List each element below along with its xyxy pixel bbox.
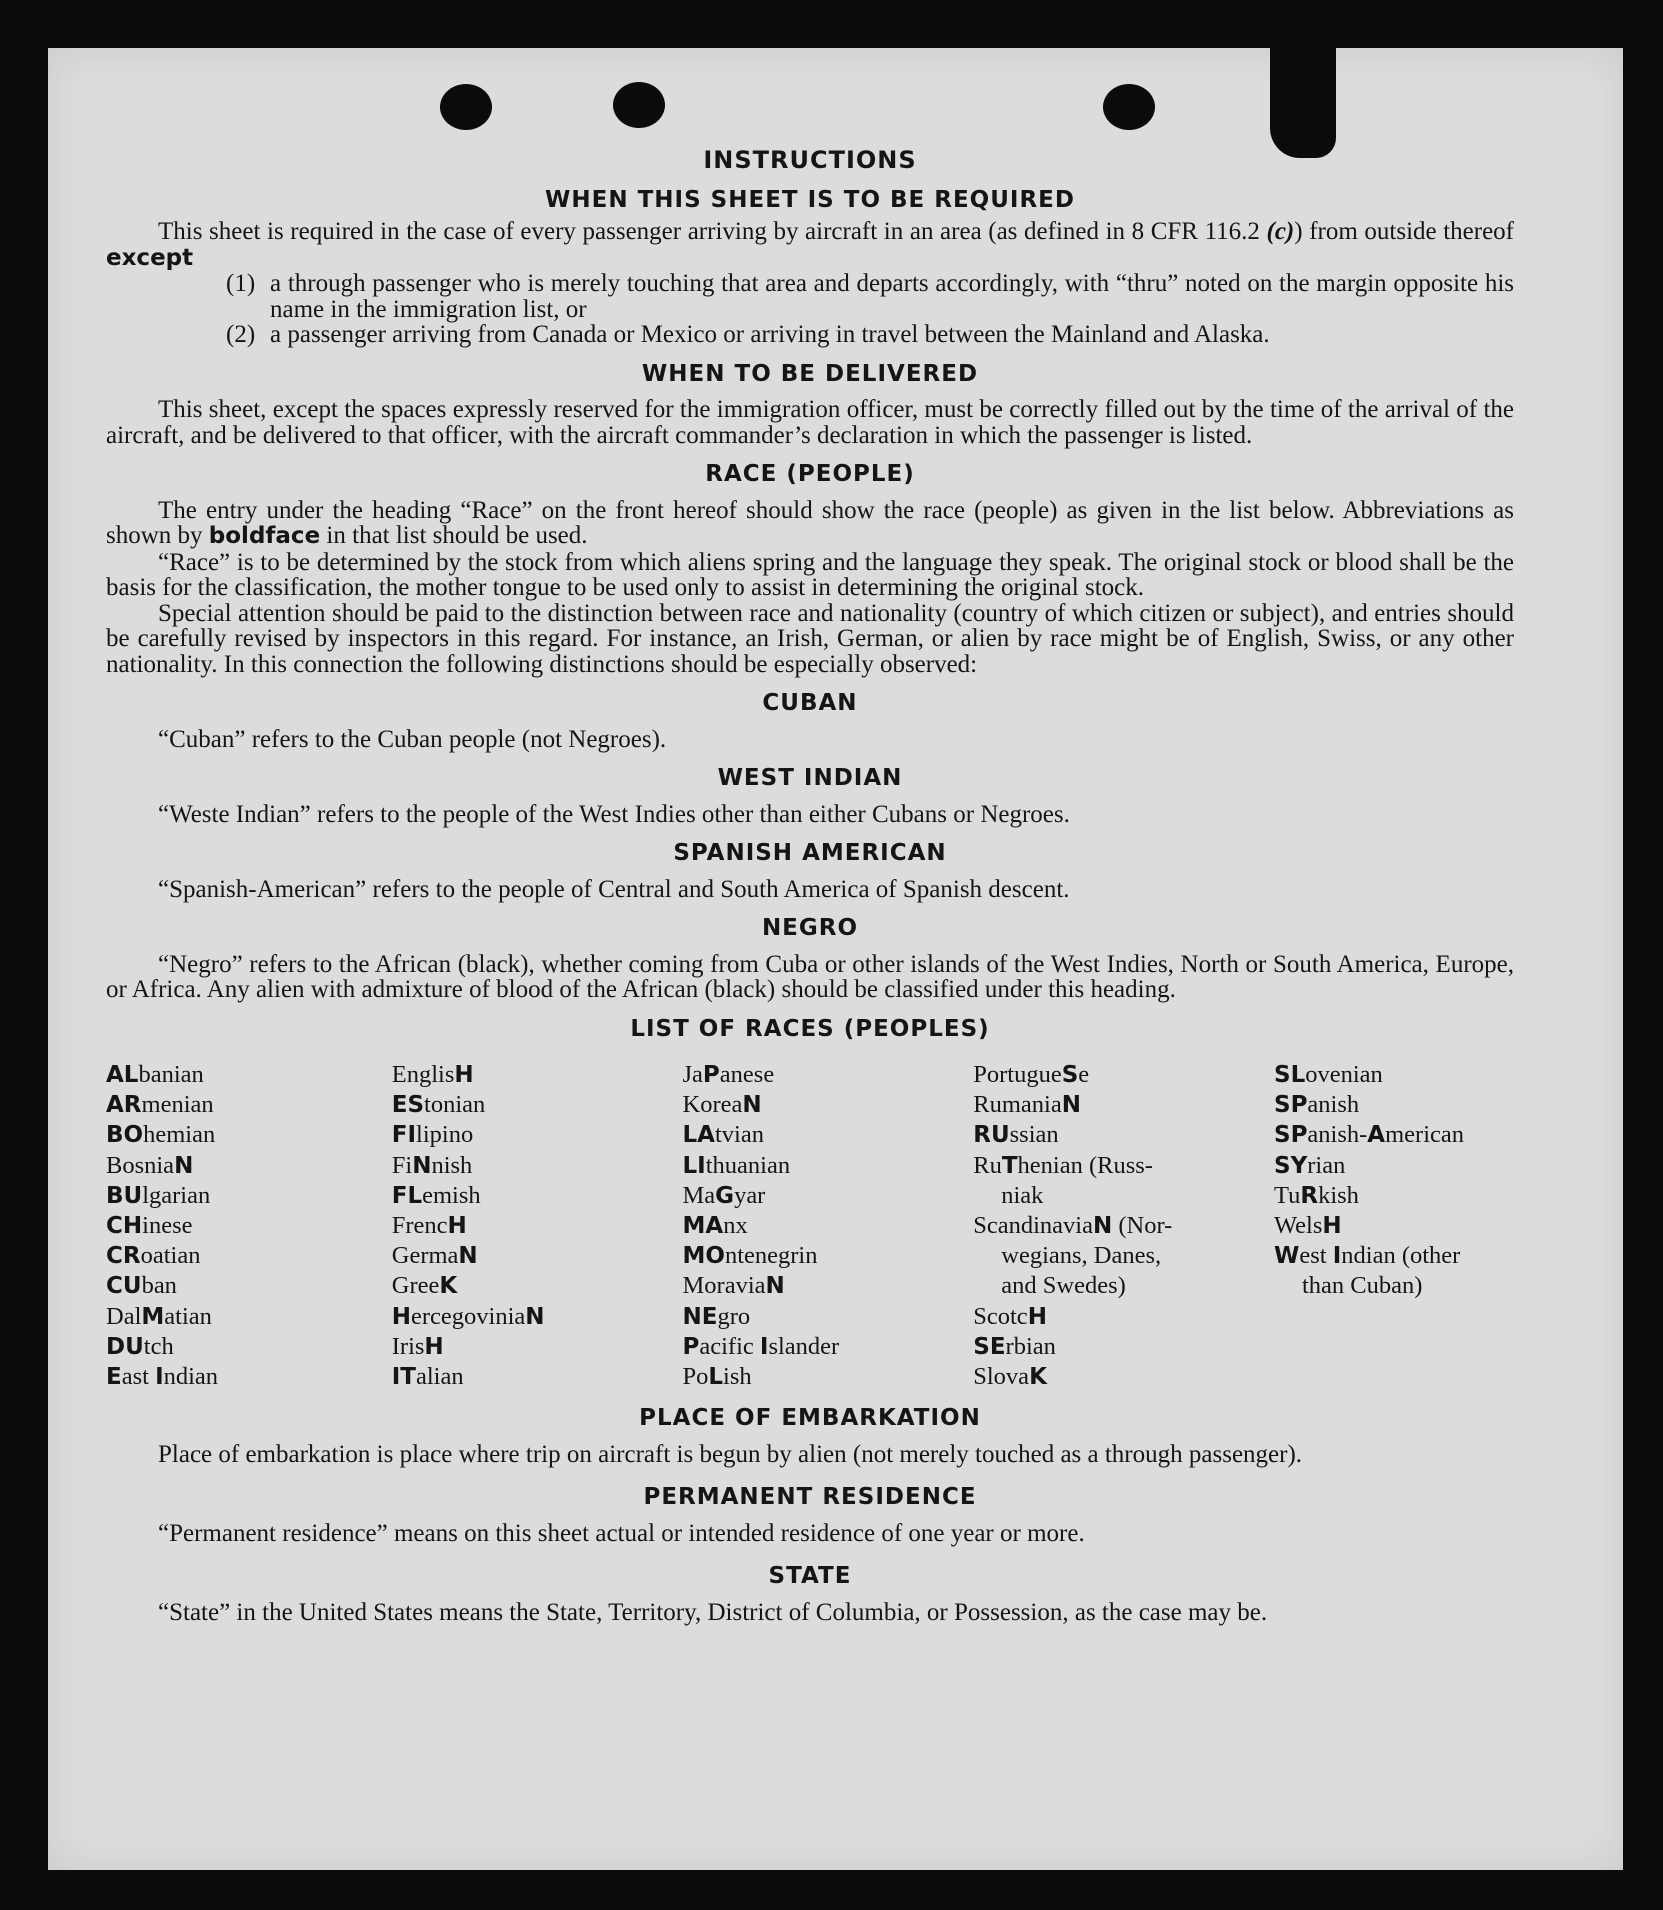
race-entry: SErbian <box>973 1332 1056 1360</box>
race-entry: ALbanian <box>106 1061 204 1088</box>
race-entry: BUlgarian <box>106 1181 211 1209</box>
heading-place-of-embarkation: PLACE OF EMBARKATION <box>639 1405 981 1432</box>
heading-cuban: CUBAN <box>762 690 858 716</box>
list-item: (2) a passenger arriving from Canada or Mexico or arriving in travel between the Mainland and Alaska. <box>226 321 1270 348</box>
heading-when-required: WHEN THIS SHEET IS TO BE REQUIRED <box>545 186 1075 213</box>
race-entry: IrisH <box>391 1332 444 1360</box>
race-entry: DUtch <box>106 1332 174 1360</box>
place-of-embarkation-text: Place of embarkation is place where trip on aircraft is begun by alien (not merely touched as a through passenger). <box>158 1440 1303 1468</box>
race-column <box>1274 1060 1514 1392</box>
race-entry: SYrian <box>1274 1151 1346 1179</box>
race-entry: JaPanese <box>682 1061 775 1088</box>
race-entry: CUban <box>106 1272 177 1300</box>
race-entry: BOhemian <box>106 1121 216 1149</box>
race-entry: SlovaK <box>973 1363 1047 1391</box>
race-entry: PortugueSe <box>973 1061 1090 1088</box>
heading-spanish-american: SPANISH AMERICAN <box>673 840 947 866</box>
race-entry: East Indian <box>106 1363 219 1391</box>
race-entry: ARmenian <box>106 1091 214 1119</box>
except-bold: except <box>106 244 194 271</box>
race-entry: RUssian <box>973 1121 1059 1149</box>
race-entry: RuThenian (Russ- <box>973 1151 1153 1179</box>
race-entry: SPanish <box>1274 1091 1360 1119</box>
race-entry: MOntenegrin <box>682 1242 818 1270</box>
race-column <box>683 1060 968 1392</box>
race-entry: ScotcH <box>973 1302 1047 1330</box>
negro-text: “Negro” refers to the African (black), whether coming from Cuba or other islands of the West Indies, North or South America, Europe, or Africa. Any alien with admixture of blood of the African (black) should be classified under this heading. <box>106 950 1514 1003</box>
race-entry: Pacific Islander <box>682 1332 840 1360</box>
race-entry: FiNnish <box>391 1151 473 1179</box>
instructions-page <box>106 148 1514 1625</box>
race-entry: EStonian <box>391 1091 486 1119</box>
race-column <box>106 1060 386 1392</box>
race-entry: KoreaN <box>682 1091 762 1119</box>
race-entry: niak <box>1001 1181 1044 1209</box>
spanish-american-text: “Spanish-American” refers to the people of Central and South America of Spanish descent. <box>158 875 1070 903</box>
cuban-text: “Cuban” refers to the Cuban people (not Negroes). <box>158 725 667 753</box>
race-entry: SPanish-American <box>1274 1121 1465 1149</box>
race-entry: ScandinaviaN (Nor- <box>973 1212 1173 1240</box>
heading-list-of-races: LIST OF RACES (PEOPLES) <box>630 1015 990 1042</box>
heading-state: STATE <box>768 1563 852 1590</box>
race-entry: PoLish <box>682 1363 752 1391</box>
document-sheet <box>48 48 1623 1870</box>
race-entry: FIlipino <box>391 1121 474 1149</box>
race-entry: than Cuban) <box>1302 1272 1423 1300</box>
boldface-word: boldface <box>208 523 321 549</box>
race-entry: FrencH <box>391 1212 467 1240</box>
race-column <box>973 1060 1268 1392</box>
race-entry: CHinese <box>106 1212 193 1240</box>
race-paragraph-3: Special attention should be paid to the distinction between race and nationality (country of which citizen or subject), and entries should be carefully revised by inspectors in this regard. For instance, an Irish, German, or alien by race might be of English, Swiss, or any other nationality. In this connection the following distinctions should be especially observed: <box>106 599 1514 678</box>
heading-west-indian: WEST INDIAN <box>717 765 903 791</box>
race-entry: ITalian <box>391 1363 464 1391</box>
race-entry: TuRkish <box>1274 1181 1359 1209</box>
race-entry: HercegoviniaN <box>391 1302 545 1330</box>
race-entry: MaGyar <box>682 1181 766 1209</box>
race-entry: GermaN <box>391 1242 478 1270</box>
state-text: “State” in the United States means the State, Territory, District of Columbia, or Possession, as the case may be. <box>158 1598 1268 1626</box>
race-paragraph-2: “Race” is to be determined by the stock from which aliens spring and the language they speak. The original stock or blood shall be the basis for the classification, the mother tongue to be used only to assist in determining the original stock. <box>106 548 1514 601</box>
race-entry: EnglisH <box>391 1061 474 1088</box>
punch-hole <box>613 82 665 128</box>
race-list <box>106 1060 1514 1392</box>
race-entry: NEgro <box>682 1302 751 1330</box>
heading-negro: NEGRO <box>761 915 859 941</box>
race-entry: wegians, Danes, <box>1001 1242 1162 1270</box>
race-entry: GreeK <box>391 1272 458 1300</box>
race-entry: SLovenian <box>1274 1061 1383 1088</box>
race-entry: and Swedes) <box>1001 1272 1126 1300</box>
heading-when-delivered: WHEN TO BE DELIVERED <box>641 360 979 387</box>
race-paragraph-1: The entry under the heading “Race” on the front hereof should show the race (people) as given in the list below. Abbreviations as shown by boldface in that list should be used. <box>106 496 1514 549</box>
race-entry: RumaniaN <box>973 1091 1081 1119</box>
heading-race: RACE (PEOPLE) <box>705 461 915 487</box>
heading-permanent-residence: PERMANENT RESIDENCE <box>643 1484 977 1511</box>
when-delivered-text: This sheet, except the spaces expressly reserved for the immigration officer, must be correctly filled out by the time of the arrival of the aircraft, and be delivered to that officer, with the aircraft commander’s declaration in which the passenger is listed. <box>106 396 1514 449</box>
race-entry: FLemish <box>391 1181 481 1209</box>
punch-hole <box>1103 84 1155 130</box>
race-column <box>392 1060 677 1392</box>
race-entry: MAnx <box>682 1212 748 1240</box>
punch-hole <box>440 84 492 130</box>
when-required-intro: This sheet is required in the case of every passenger arriving by aircraft in an area (as defined in 8 CFR 116.2 (c)) from outside thereof except <box>106 218 1514 271</box>
west-indian-text: “Weste Indian” refers to the people of the West Indies other than either Cubans or Negroes. <box>158 800 1070 828</box>
race-entry: LAtvian <box>682 1121 764 1149</box>
instructions-title: INSTRUCTIONS <box>703 146 917 174</box>
torn-corner <box>1270 48 1336 158</box>
race-entry: West Indian (other <box>1274 1242 1461 1270</box>
race-entry: MoraviaN <box>682 1272 785 1300</box>
race-entry: LIthuanian <box>682 1151 791 1179</box>
race-entry: DalMatian <box>106 1302 212 1330</box>
race-entry: WelsH <box>1274 1212 1342 1240</box>
race-entry: CRoatian <box>106 1242 201 1270</box>
permanent-residence-text: “Permanent residence” means on this sheet actual or intended residence of one year or more. <box>158 1519 1085 1547</box>
race-entry: BosniaN <box>106 1151 194 1179</box>
list-item: (1) a through passenger who is merely touching that area and departs accordingly, with “thru” noted on the margin opposite his name in the immigration list, or <box>226 270 1514 323</box>
